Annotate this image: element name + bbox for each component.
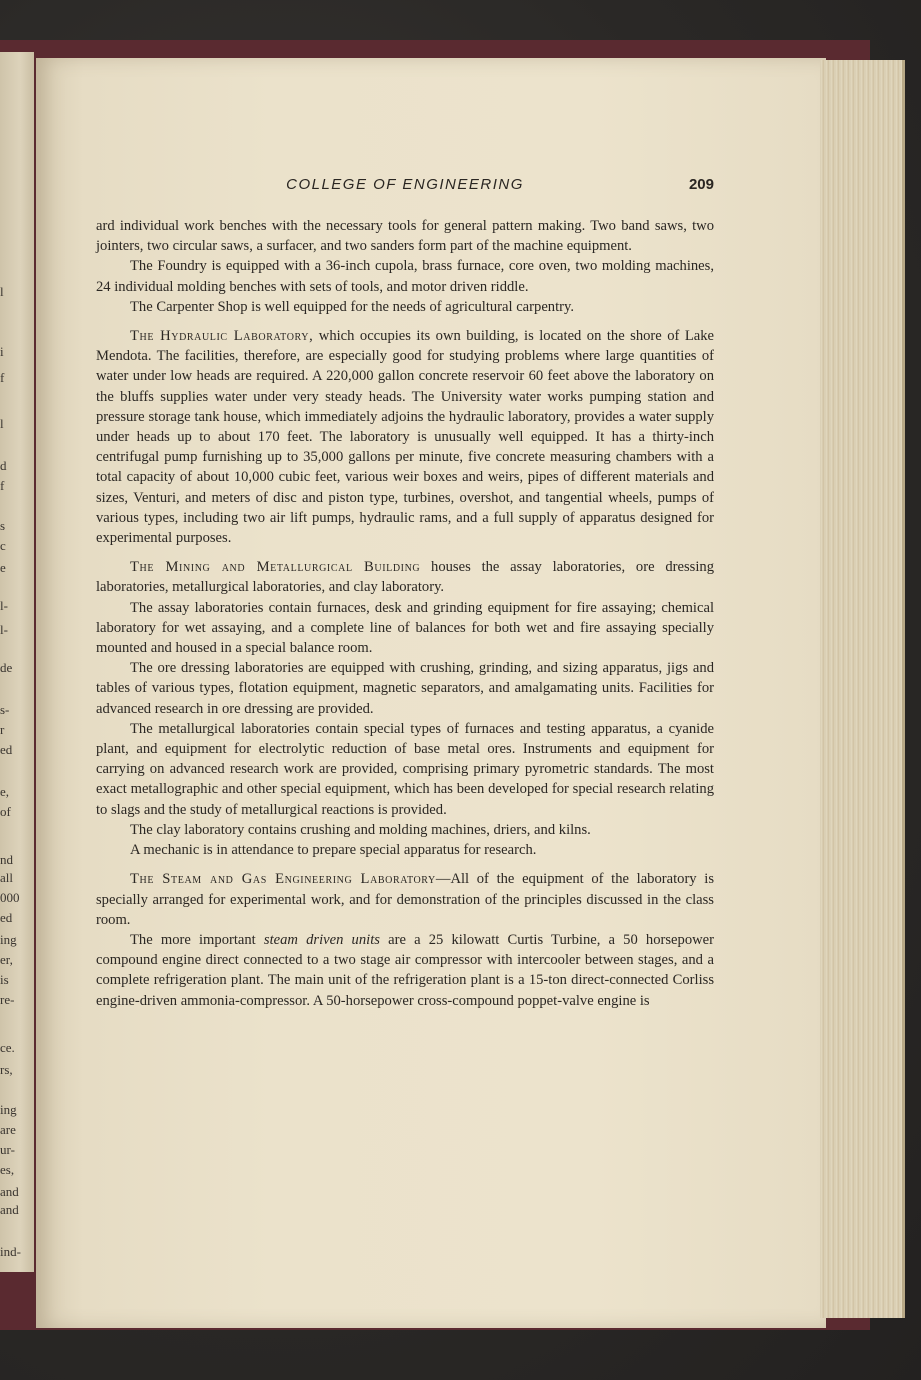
left-page-fragment: f bbox=[0, 370, 5, 385]
paragraph: ard individual work benches with the necessary tools for general pattern making. Two band saws, two jointers, two circular saws, a surfacer, and two sanders form part of the machine equipment. bbox=[96, 218, 714, 255]
italic-phrase: steam driven units bbox=[263, 931, 380, 948]
left-page-fragment: of bbox=[0, 804, 11, 819]
running-head: COLLEGE OF ENGINEERING bbox=[286, 176, 524, 193]
paragraph-steam-units bbox=[96, 930, 714, 1011]
page-number: 209 bbox=[688, 176, 714, 193]
paragraph-text: which occupies its own building, is located on the shore of Lake Mendota. The facilities, therefore, are especially good for studying problems where large quantities of water under low heads are required. A 220,000 gallon concrete reservoir 60 feet above the laboratory on the bluffs supplies water under very steady heads. The University water works pumping station and pressure storage tank house, which immediately adjoins the hydraulic laboratory, provides a water supply under heads up to about 170 feet. The laboratory is unusually well equipped. It has a thirty-inch centrifugal pump furnishing up to 35,000 gallons per minute, five concrete measuring chambers with a total capacity of about 10,000 cubic feet, various weir boxes and weirs, pipes of different materials and sizes, Venturi, and meters of disc and piston type, turbines, overshot, and tangential wheels, pumps of various types, including two air lift pumps, hydraulic rams, and a full supply of apparatus designed for experimental purposes. bbox=[96, 328, 714, 547]
paragraph-text: The more important bbox=[130, 931, 264, 948]
left-page-fragment: c bbox=[0, 538, 6, 553]
left-page-fragment: e bbox=[0, 560, 6, 575]
left-page-fragment: d bbox=[0, 458, 7, 473]
left-page-fragment: l- bbox=[0, 622, 8, 637]
left-page-fragment: ce. bbox=[0, 1040, 15, 1055]
left-page-fragment: ing bbox=[0, 932, 17, 947]
left-page-fragment: ur- bbox=[0, 1142, 15, 1157]
left-page-fragment: re- bbox=[0, 992, 15, 1007]
left-page-fragment: r bbox=[0, 722, 5, 737]
paragraph: The Carpenter Shop is well equipped for the needs of agricultural carpentry. bbox=[130, 298, 575, 315]
paragraph-text: are a 25 kilowatt Curtis Turbine, a 50 horsepower compound engine direct connected to a two stage air compressor with intercooler between stages, and a complete refrigeration plant. The main unit of the refrigeration plant is a 15-ton direct-connected Corliss engine-driven ammonia-compressor. A 50-horsepower cross-compound poppet-valve engine is bbox=[96, 931, 715, 1009]
left-page-fragment: ing bbox=[0, 1102, 17, 1117]
left-page-fragment: and bbox=[0, 1184, 19, 1199]
left-page-fragment: and bbox=[0, 1202, 19, 1217]
left-page-fragment: ed bbox=[0, 910, 13, 925]
left-page-fragment: ind- bbox=[0, 1244, 21, 1259]
left-page-fragment: er, bbox=[0, 952, 13, 967]
left-page-fragment: s- bbox=[0, 702, 10, 717]
left-page-fragment: e, bbox=[0, 784, 10, 799]
left-page-fragment: l- bbox=[0, 598, 8, 613]
body-text bbox=[96, 216, 714, 1011]
paragraph: A mechanic is in attendance to prepare special apparatus for research. bbox=[130, 842, 537, 859]
page-header bbox=[96, 176, 714, 198]
left-page-fragment: l bbox=[0, 416, 4, 431]
paragraph: The ore dressing laboratories are equipped with crushing, grinding, and sizing apparatus, jigs and tables of various types, flotation equipment, magnetic separators, and amalgamating units. Facilities for advanced research in ore dressing are provided. bbox=[96, 660, 714, 717]
left-page-fragment: l bbox=[0, 284, 4, 299]
page-edges-stack bbox=[820, 60, 905, 1318]
left-page-fragment: are bbox=[0, 1122, 16, 1137]
left-page-sliver bbox=[0, 52, 34, 1272]
paragraph-hydraulic-laboratory bbox=[96, 326, 714, 548]
section-heading: The Steam and Gas Engineering Laboratory bbox=[130, 871, 436, 888]
left-page-fragment: 000 bbox=[0, 890, 20, 905]
paragraph: The clay laboratory contains crushing and molding machines, driers, and kilns. bbox=[130, 821, 591, 838]
left-page-fragment: i bbox=[0, 344, 4, 359]
section-heading: The Mining and Metallurgical Building bbox=[130, 559, 421, 576]
paragraph-mining-building bbox=[96, 557, 714, 597]
paragraph-text: —All of the equipment of the laboratory is specially arranged for experimental work, and for demonstration of the principles discussed in the class room. bbox=[96, 871, 715, 928]
left-page-fragment: de bbox=[0, 660, 13, 675]
left-page-fragment: s bbox=[0, 518, 6, 533]
left-page-fragment: es, bbox=[0, 1162, 15, 1177]
paragraph: The Foundry is equipped with a 36-inch cupola, brass furnace, core oven, two molding machines, 24 individual molding benches with sets of tools, and motor driven riddle. bbox=[96, 258, 714, 295]
left-page-fragment: nd bbox=[0, 852, 13, 867]
paragraph-steam-gas-laboratory bbox=[96, 869, 714, 930]
paragraph: The metallurgical laboratories contain special types of furnaces and testing apparatus, a cyanide plant, and equipment for electrolytic reduction of base metal ores. Instruments and equipment for carrying on advanced research work are provided, comprising primary pyrometric standards. The most exact metallographic and other special equipment, which has been developed for special research relating to slags and the study of metallurgical reactions is provided. bbox=[96, 720, 714, 818]
left-page-fragment: is bbox=[0, 972, 9, 987]
left-page-fragment: f bbox=[0, 478, 5, 493]
paragraph: The assay laboratories contain furnaces, desk and grinding equipment for fire assaying; chemical laboratory for wet assaying, and a complete line of balances for both wet and fire assaying specially mounted and housed in a special balance room. bbox=[96, 599, 714, 657]
paragraph-text: houses the assay laboratories, ore dressing laboratories, metallurgical laboratories, and clay laboratory. bbox=[96, 559, 714, 596]
left-page-fragment: ed bbox=[0, 742, 13, 757]
left-page-fragment: all bbox=[0, 870, 13, 885]
section-heading: The Hydraulic Laboratory, bbox=[130, 328, 314, 345]
left-page-fragment: rs, bbox=[0, 1062, 13, 1077]
